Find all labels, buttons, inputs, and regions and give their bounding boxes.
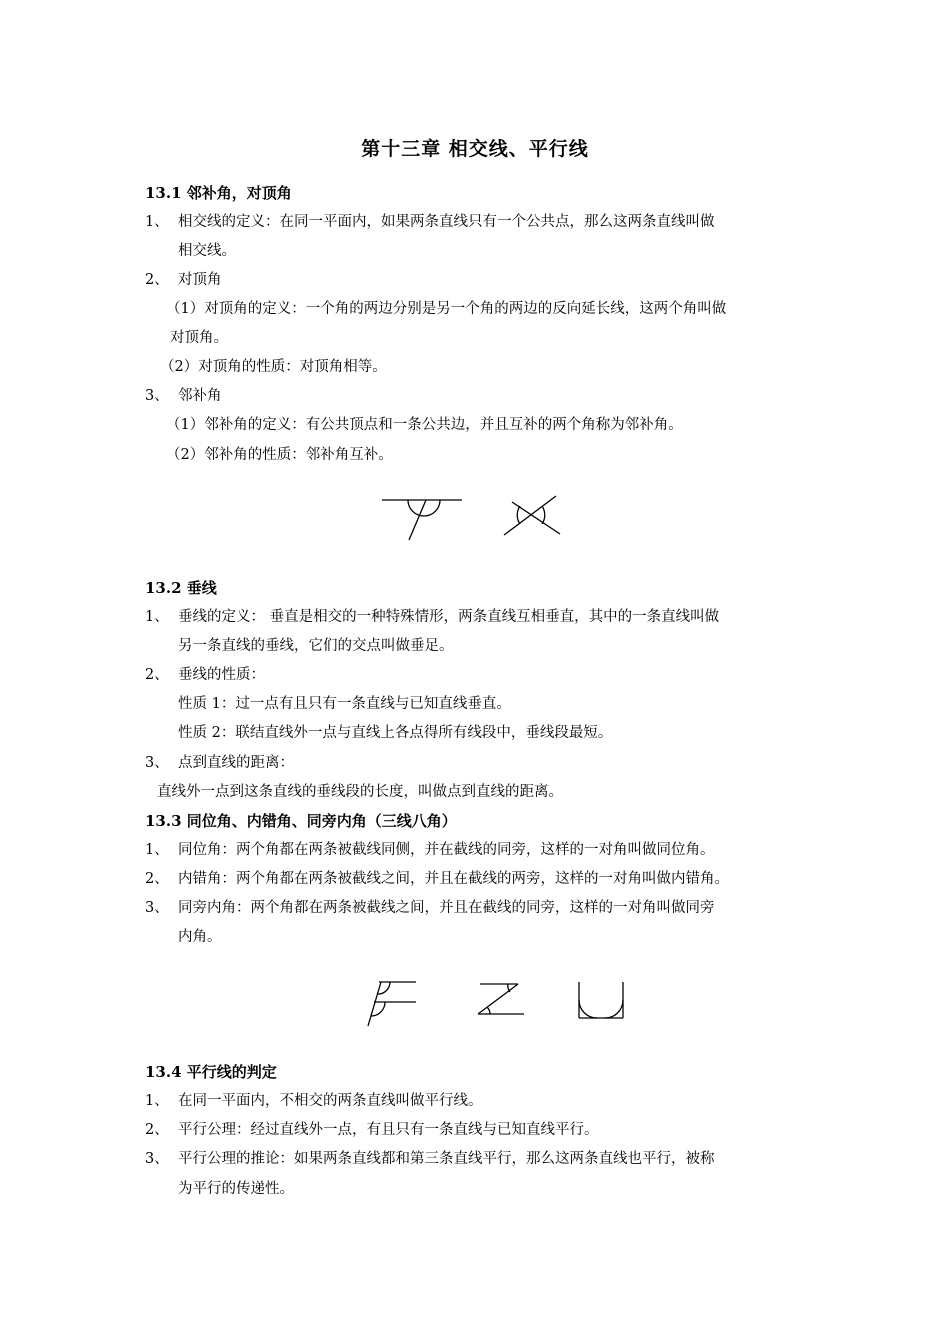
paragraph: （1）对顶角的定义：一个角的两边分别是另一个角的两边的反向延长线，这两个角叫做 [166, 301, 727, 317]
item-number: 1、 [145, 609, 169, 625]
paragraph: 性质 2：联结直线外一点与直线上各点得所有线段中，垂线段最短。 [178, 725, 613, 741]
item-number: 3、 [145, 1151, 169, 1167]
paragraph: 内错角：两个角都在两条被截线之间，并且在截线的两旁，这样的一对角叫做内错角。 [178, 871, 729, 887]
item-number: 3、 [145, 900, 169, 916]
paragraph: 邻补角 [178, 388, 222, 404]
paragraph: （2）邻补角的性质：邻补角互补。 [166, 447, 393, 463]
item-number: 1、 [145, 842, 169, 858]
adjacent-angles-figure [380, 492, 466, 544]
item-number: 3、 [145, 388, 169, 404]
item-number: 2、 [145, 667, 169, 683]
paragraph: （1）邻补角的定义：有公共顶点和一条公共边，并且互补的两个角称为邻补角。 [166, 417, 683, 433]
paragraph: 相交线的定义：在同一平面内，如果两条直线只有一个公共点，那么这两条直线叫做 [178, 214, 715, 230]
item-number: 3、 [145, 755, 169, 771]
paragraph: 平行公理的推论：如果两条直线都和第三条直线平行，那么这两条直线也平行，被称 [178, 1151, 715, 1167]
paragraph: 同位角：两个角都在两条被截线同侧，并在截线的同旁，这样的一对角叫做同位角。 [178, 842, 715, 858]
paragraph: 直线外一点到这条直线的垂线段的长度，叫做点到直线的距离。 [157, 784, 563, 800]
co-interior-angles-figure [574, 978, 628, 1022]
item-number: 1、 [145, 1093, 169, 1109]
paragraph: 同旁内角：两个角都在两条被截线之间，并且在截线的同旁，这样的一对角叫做同旁 [178, 900, 715, 916]
section-heading-13-2: 13.2 垂线 [145, 579, 217, 597]
item-number: 2、 [145, 871, 169, 887]
corresponding-angles-figure [366, 978, 420, 1030]
paragraph: 垂线的性质： [178, 667, 265, 683]
alternate-angles-figure [472, 980, 528, 1020]
vertical-angles-figure [500, 492, 564, 538]
paragraph: 对顶角 [178, 272, 222, 288]
paragraph: 为平行的传递性。 [178, 1181, 294, 1197]
paragraph: 相交线。 [178, 243, 236, 259]
paragraph: 在同一平面内，不相交的两条直线叫做平行线。 [178, 1093, 483, 1109]
paragraph: （2）对顶角的性质：对顶角相等。 [160, 359, 387, 375]
paragraph: 垂线的定义： 垂直是相交的一种特殊情形，两条直线互相垂直，其中的一条直线叫做 [178, 609, 720, 625]
paragraph: 内角。 [178, 929, 222, 945]
paragraph: 性质 1：过一点有且只有一条直线与已知直线垂直。 [178, 696, 511, 712]
item-number: 1、 [145, 214, 169, 230]
paragraph: 另一条直线的垂线，它们的交点叫做垂足。 [178, 638, 454, 654]
paragraph: 点到直线的距离： [178, 755, 294, 771]
paragraph: 对顶角。 [170, 330, 228, 346]
chapter-title: 第十三章 相交线、平行线 [361, 138, 589, 160]
section-heading-13-1: 13.1 邻补角，对顶角 [145, 184, 292, 202]
section-heading-13-3: 13.3 同位角、内错角、同旁内角（三线八角） [145, 812, 457, 830]
item-number: 2、 [145, 272, 169, 288]
paragraph: 平行公理：经过直线外一点，有且只有一条直线与已知直线平行。 [178, 1122, 599, 1138]
item-number: 2、 [145, 1122, 169, 1138]
section-heading-13-4: 13.4 平行线的判定 [145, 1063, 277, 1081]
